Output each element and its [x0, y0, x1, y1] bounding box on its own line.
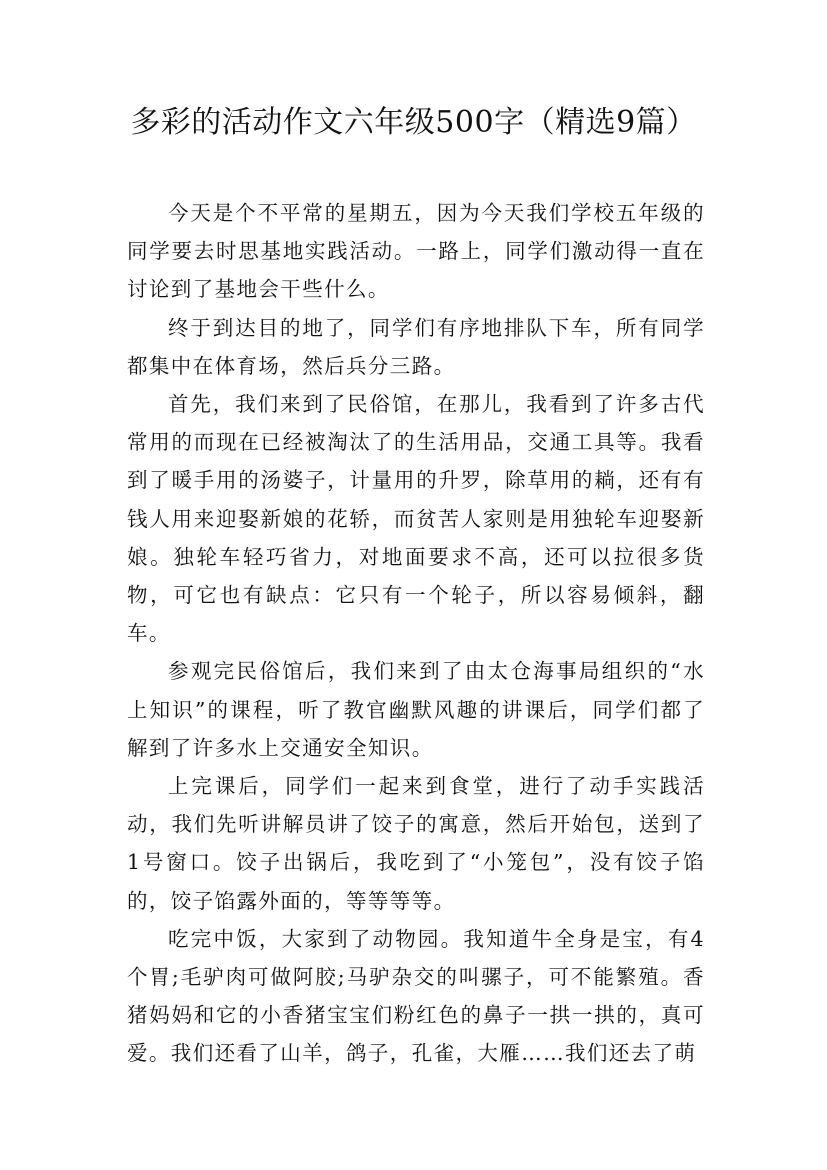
- paragraph-2: 终于到达目的地了，同学们有序地排队下车，所有同学都集中在体育场，然后兵分三路。: [127, 315, 705, 378]
- paragraph-6: 吃完中饭，大家到了动物园。我知道牛全身是宝，有4个胃;毛驴肉可做阿胶;马驴杂交的叫骡子，可不能繁殖。香猪妈妈和它的小香猪宝宝们粉红色的鼻子一拱一拱的，真可爱。我们还看了山羊，鸽子，孔雀，大雁……我们还去了萌: [127, 926, 705, 1066]
- paragraph-5: 上完课后，同学们一起来到食堂，进行了动手实践活动，我们先听讲解员讲了饺子的寓意，然后开始包，送到了1号窗口。饺子出锅后，我吃到了“小笼包”，没有饺子馅的，饺子馅露外面的，等等等等。: [127, 774, 705, 913]
- paragraph-4: 参观完民俗馆后，我们来到了由太仓海事局组织的“水上知识”的课程，听了教官幽默风趣的讲课后，同学们都了解到了许多水上交通安全知识。: [127, 659, 705, 760]
- paragraph-3: 首先，我们来到了民俗馆，在那儿，我看到了许多古代常用的而现在已经被淘汰了的生活用品，交通工具等。我看到了暖手用的汤婆子，计量用的升罗，除草用的耥，还有有钱人用来迎娶新娘的花轿，而贫苦人家则是用独轮车迎娶新娘。独轮车轻巧省力，对地面要求不高，还可以拉很多货物，可它也有缺点：它只有一个轮子，所以容易倾斜，翻车。: [127, 392, 705, 646]
- paragraph-1: 今天是个不平常的星期五，因为今天我们学校五年级的同学要去时思基地实践活动。一路上，同学们激动得一直在讨论到了基地会干些什么。: [127, 201, 705, 302]
- document-title: 多彩的活动作文六年级500字（精选9篇）: [130, 105, 697, 140]
- document-body: [127, 194, 705, 1073]
